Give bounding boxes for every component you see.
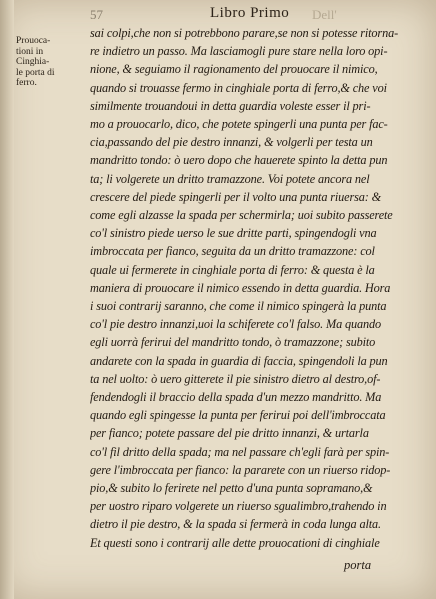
text-line: quando egli spingesse la punta per ferirui poi dell'imbroccata (90, 408, 386, 423)
text-line: maniera di prouocare il nimico essendo in detta guardia. Hora (90, 280, 391, 295)
text-line: similmente trouandoui in detta guardia voleste esser il pri- (90, 98, 371, 113)
text-line: co'l sinistro piede uerso le sue dritte parti, spingendogli vna (90, 226, 377, 241)
text-line: pio,& subito lo ferirete nel petto d'una punta sopramano,& (90, 481, 373, 495)
text-line: co'l fil dritto della spada; ma nel passare ch'egli farà per spin- (90, 444, 390, 459)
text-line: ta; li volgerete un dritto tramazzone. Voi potete ancora nel (90, 171, 370, 186)
text-line: ta nel uolto: ò uero gitterete il pie sinistro dietro al destro,of- (90, 371, 381, 386)
running-head: Libro Primo (210, 5, 290, 21)
margin-note-line: Prouoca- (16, 36, 51, 46)
page-gutter (0, 0, 14, 599)
text-line: cia,passando del pie destro innanzi, & volgerli per testa un (90, 135, 373, 150)
text-line: nione, & seguiamo il ragionamento del prouocare il nimico, (90, 62, 378, 77)
text-line: quando si trouasse fermo in cinghiale porta di ferro,& che voi (90, 80, 387, 95)
text-line: per fianco; potete passare del pie dritto innanzi, & urtarla (90, 426, 369, 441)
text-line: fendendogli il braccio della spada d'un mezzo mandritto. Ma (90, 390, 382, 404)
text-line: quale ui fermerete in cinghiale porta di ferro: & questa è la (90, 262, 375, 277)
text-line: come egli alzasse la spada per schermirla; uoi subito passerete (90, 208, 393, 222)
margin-note-line: tioni in (16, 46, 44, 57)
text-line: crescere del piede spingerli per il volto una punta riuersa: & (90, 189, 382, 204)
text-line: re indietro un passo. Ma lasciamogli pure stare nella loro opi- (90, 44, 388, 59)
text-line: per uostro riparo volgerete un riuerso sgualimbro,trahendo in (90, 499, 387, 514)
text-line: mandritto tondo: ò uero dopo che hauerete spinto la detta pun (90, 153, 388, 168)
page-header (90, 5, 420, 25)
text-line: imbroccata per fianco, seguita da un dritto tramazzone: col (90, 244, 375, 259)
margin-note-line: ferro. (16, 78, 37, 88)
page-number: 57 (90, 7, 103, 22)
text-line: andarete con la spada in guardia di faccia, spingendoli la pun (90, 353, 388, 368)
margin-note-line: Cinghia- (16, 57, 50, 67)
catchword: porta (344, 558, 372, 572)
text-line: i suoi contrarij saranno, che come il nimico spingerà la punta (90, 299, 387, 313)
margin-note (16, 36, 80, 89)
text-line: mo a prouocarlo, dico, che potete spingerli una punta per fac- (90, 117, 388, 131)
text-line: egli uorrà ferirui del mandritto tondo, ò tramazzone; subito (90, 335, 376, 350)
text-line: co'l pie destro innanzi,uoi la schiferete co'l falso. Ma quando (90, 317, 382, 332)
text-line: Et questi sono i contrarij alle dette prouocationi di cinghiale (90, 535, 380, 550)
text-line: gere l'imbroccata per fianco: la pararete con un riuerso ridop- (90, 462, 391, 477)
margin-note-line: le porta di (16, 67, 55, 78)
text-line: dietro il pie destro, & la spada si fermerà in coda lunga alta. (90, 517, 381, 532)
bleed-through-text: Dell' (312, 7, 337, 22)
text-line: sai colpi,che non si potrebbono parare,se non si potesse ritorna- (90, 26, 399, 40)
